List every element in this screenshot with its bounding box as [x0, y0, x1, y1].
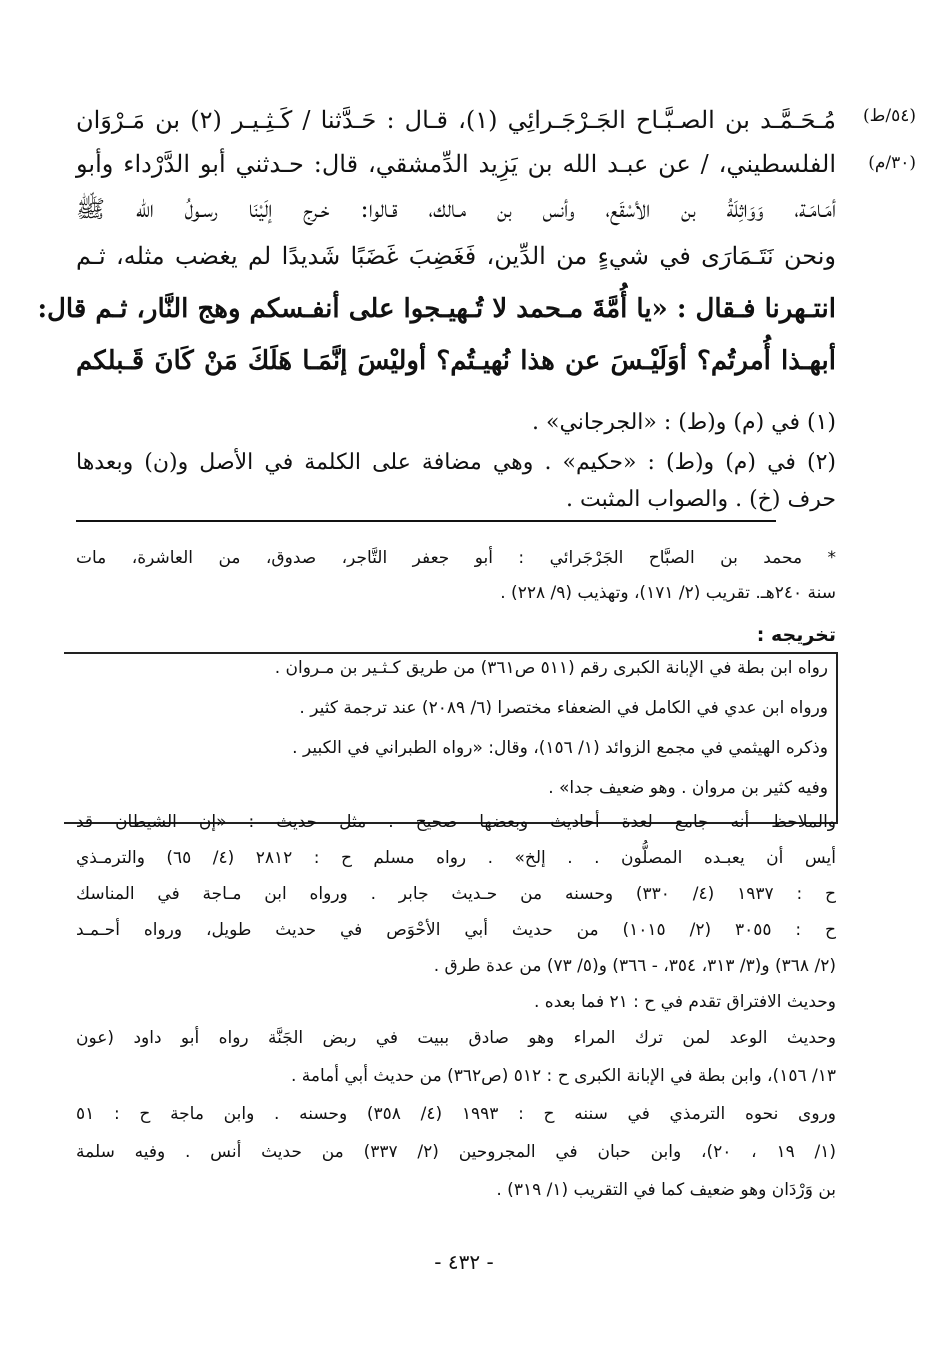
margin-reference-m: (٣٠/م) — [868, 153, 916, 173]
takhrij-line: ورواه ابن عدي في الكامل في الضعفاء مختصرا (٦/ ٢٠٨٩) عند ترجمة كثير . — [299, 698, 828, 718]
notes-line: أيس أن يعبـده المصلُّون . . إلخ» . رواه مسلم ح : ٢٨١٢ (٤/ ٦٥) والترمـذي — [76, 848, 836, 868]
main-text-line: مُـحَـمَّـد بن الصـبَّـاح الجَـرْجَـرائِي (١)، قـال : حَـدَّثنا / كَـثِـيـر (٢) بن مَـرْوَان — [76, 106, 836, 134]
footnote-1: (١) في (م) و(ط) : «الجرجاني» . — [532, 410, 836, 435]
notes-line: وحديث الافتراق تقدم في ح : ٢١ فما بعده . — [533, 992, 836, 1012]
page-number: - ٤٣٢ - — [434, 1250, 494, 1274]
takhrij-line: وذكره الهيثمي في مجمع الزوائد (١/ ١٥٦)، وقال: «رواه الطبراني في الكبير . — [292, 738, 828, 758]
notes-line: وحديث الوعد لمن ترك المراء وهو صادق ببيت في ربض الجَنَّة رواه أبو داود (عون — [76, 1028, 836, 1048]
main-text-line: ونحن نَتَـمَارَى في شيءٍ من الدِّين، فَغَضِبَ غَضَبًا شَديدًا لم يغضب مثله، ثـم — [76, 242, 836, 270]
notes-line: (١/ ١٩ ، ٢٠)، وابن حبان في المجروحين (٢/ ٣٣٧) من حديث أنس . وفيه سلمة — [76, 1142, 837, 1162]
margin-reference-t: (٥٤/ط) — [863, 106, 916, 126]
narrator-note-line: * محمد بن الصبَّاح الجَرْجَرائي : أبو جعفر التَّاجر، صدوق، من العاشرة، مات — [76, 548, 836, 568]
footnote-separator — [76, 520, 776, 522]
main-text-line: أمَـامَـة، وَوَاثِلَةُ بن الأسْقَع، وأنس بن مـالك، قـالوا: خـرج إلَيْنَا رسـولُ الله ﷺ — [76, 195, 836, 223]
main-text-line: الفلسطيني، / عن عبـد الله بن يَزِيد الدِّمشقي، قال: حـدثني أبو الدَّرْداء وأبو — [76, 150, 836, 178]
notes-line: ١٣/ ١٥٦)، وابن بطة في الإبانة الكبرى ح : ٥١٢ (ص٣٦٢) من حديث أبي أمامة . — [290, 1066, 836, 1086]
footnote-2-continuation: حرف (خ) . والصواب المثبت . — [566, 487, 836, 512]
takhrij-heading: تخريجه : — [756, 624, 836, 646]
main-text-line: انتـهرنا فـقال : «يا أُمَّةَ مـحمد لا تُـهيـجوا على أنفـسكم وهج النَّار، ثـم قال: — [37, 294, 836, 324]
notes-line: ح : ٣٠٥٥ (٢/ ١٠١٥) من حديث أبي الأحْوَص في حديث طويل، ورواه أحـمـد — [76, 920, 836, 940]
notes-line: (٢/ ٣٦٨) و(٣/ ٣١٣، ٣٥٤، - ٣٦٦) و(٥/ ٧٣) من عدة طرق . — [433, 956, 836, 976]
notes-line: وروى نحوه الترمذي في سننه ح : ١٩٩٣ (٤/ ٣٥٨) وحسنه . وابن ماجة ح : ٥١ — [76, 1104, 836, 1124]
main-text-line: أبهـذا أُمرتُم؟ أوَلَيْـسَ عن هذا نُهيـتُم؟ أوليْسَ إنَّمَـا هَلَكَ مَنْ كَانَ قَـبلكم — [76, 346, 836, 376]
notes-line: ح : ١٩٣٧ (٤/ ٣٣٠) وحسنه من حـديث جابر . ورواه ابن مـاجة في المناسك — [76, 884, 837, 904]
takhrij-line: رواه ابن بطة في الإبانة الكبرى رقم (٥١١ ص٣٦١) من طريق كـثـير بن مـروان . — [274, 658, 828, 678]
notes-line: بن وَرْدَان وهو ضعيف كما في التقريب (١/ ٣١٩) . — [496, 1180, 836, 1200]
notes-line: والملاحظ أنه جامع لعدة أحاديث وبعضها صحيح . مثل حديث : «إن الشيطان قد — [76, 812, 836, 832]
footnote-2: (٢) في (م) و(ط) : «حكيم» . وهي مضافة على الكلمة في الأصل و(ن) وبعدها — [76, 450, 836, 475]
takhrij-line: وفيه كثير بن مروان . وهو ضعيف جدا» . — [548, 778, 828, 798]
narrator-note-line: سنة ٢٤٠هـ. تقريب (٢/ ١٧١)، وتهذيب (٩/ ٢٢٨) . — [500, 583, 836, 603]
